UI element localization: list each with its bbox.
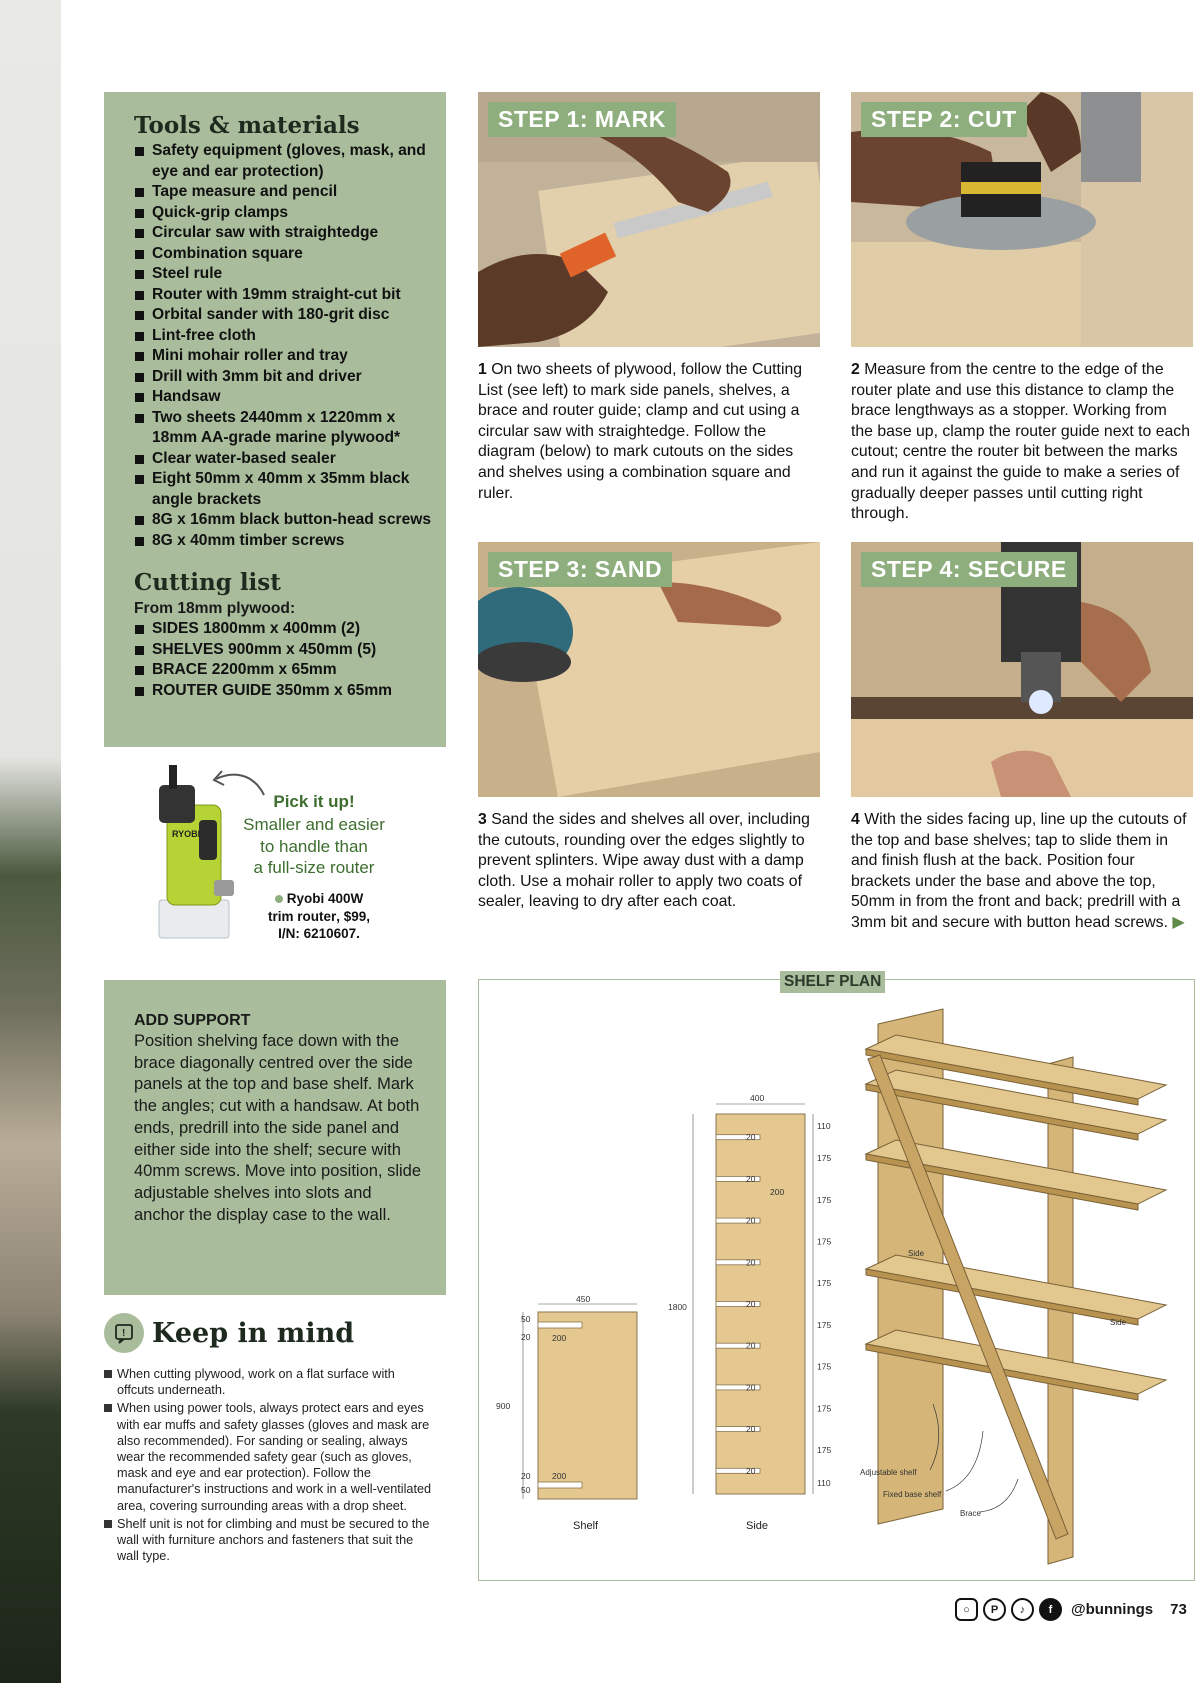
tools-list-item: Drill with 3mm bit and driver: [134, 367, 432, 388]
slot-depth-dim: 20: [746, 1299, 756, 1309]
tools-list-item: Lint-free cloth: [134, 326, 432, 347]
tools-list-item: Combination square: [134, 244, 432, 265]
slot-depth-dim: 20: [746, 1424, 756, 1435]
side-drawing: [668, 1093, 831, 1532]
shelf-bottom-200: 200: [552, 1471, 567, 1481]
tools-list-item: Two sheets 2440mm x 1220mm x 18mm AA-grade marine plywood*: [134, 408, 432, 449]
continue-arrow-icon: ▶: [1172, 913, 1185, 931]
tools-heading: Tools & materials: [134, 112, 360, 139]
keep-heading: Keep in mind: [152, 1317, 355, 1349]
tools-list: [134, 141, 432, 551]
pinterest-icon[interactable]: P: [983, 1598, 1006, 1621]
cutting-list-item: ROUTER GUIDE 350mm x 65mm: [134, 681, 432, 702]
keep-list-item: When cutting plywood, work on a flat surface with offcuts underneath.: [104, 1366, 434, 1398]
background-photo-strip: [0, 0, 61, 1683]
tools-list-item: Mini mohair roller and tray: [134, 346, 432, 367]
tiktok-icon[interactable]: ♪: [1011, 1598, 1034, 1621]
cutting-list-item: SHELVES 900mm x 450mm (5): [134, 640, 432, 661]
slot-depth-dim: 20: [746, 1173, 756, 1184]
iso-adjustable-label: Adjustable shelf: [860, 1468, 917, 1477]
slot-depth-dim: 20: [746, 1382, 756, 1393]
shelf-plan-title: SHELF PLAN: [780, 971, 885, 993]
shelf-width-dim: 450: [576, 1294, 591, 1304]
side-bottom-gap-dim: 110: [817, 1478, 831, 1488]
tools-list-item: Steel rule: [134, 264, 432, 285]
side-spacing-dim: 175: [817, 1236, 832, 1247]
step-2-photo: [851, 92, 1193, 347]
shelf-bottom-50: 50: [521, 1485, 531, 1495]
slot-depth-dim: 20: [746, 1465, 756, 1476]
side-spacing-dim: 175: [817, 1153, 832, 1164]
social-handle[interactable]: @bunnings: [1071, 1601, 1154, 1618]
tools-list-item: Router with 19mm straight-cut bit: [134, 285, 432, 306]
iso-side-left-label: Side: [908, 1249, 925, 1258]
keep-list: [104, 1366, 434, 1564]
side-spacing-dim: 175: [817, 1194, 832, 1205]
side-spacing-dim: 175: [817, 1444, 832, 1455]
step-4-body: With the sides facing up, line up the cutouts of the top and base shelves; tap to slide them in and finish flush at the back. Position four brackets under the base and above the top, 50mm in from the front and back; predrill with a 3mm bit and secure with button head screws.: [851, 811, 1187, 931]
promo-heading: Pick it up!: [273, 792, 355, 811]
tools-list-item: Quick-grip clamps: [134, 203, 432, 224]
tools-list-item: Clear water-based sealer: [134, 449, 432, 470]
promo-line-1: Smaller and easier: [243, 815, 385, 834]
tools-list-item: Tape measure and pencil: [134, 182, 432, 203]
side-label: Side: [746, 1520, 769, 1532]
step-1-body: On two sheets of plywood, follow the Cutting List (see left) to mark side panels, shelves, a brace and router guide; clamp and cut using a circular saw with straightedge. Follow the diagram (below) to mark cutouts on the sides and shelves using a combination square and ruler.: [478, 361, 803, 502]
iso-brace-label: Brace: [960, 1509, 981, 1518]
support-heading: ADD SUPPORT: [134, 1012, 251, 1029]
step-1-photo: [478, 92, 820, 347]
step-4-number: 4: [851, 811, 860, 828]
step-4-photo: [851, 542, 1193, 797]
iso-side-right-label: Side: [1110, 1318, 1127, 1327]
tools-list-item: 8G x 40mm timber screws: [134, 531, 432, 552]
promo-line-3: a full-size router: [253, 858, 375, 877]
tools-materials-box: [104, 92, 446, 747]
book-icon: [104, 1313, 144, 1353]
promo-product-2a: trim: [267, 908, 298, 924]
tools-list-item: Orbital sander with 180-grit disc: [134, 305, 432, 326]
facebook-icon[interactable]: f: [1039, 1598, 1062, 1621]
svg-text:!: !: [122, 1328, 126, 1339]
shelf-unit-illustration: [860, 1009, 1166, 1564]
step-2-label: STEP 2: CUT: [861, 102, 1027, 137]
side-spacing-dim: 175: [817, 1319, 832, 1330]
step-2-number: 2: [851, 361, 860, 378]
add-support-box: [104, 980, 446, 1295]
cutting-list: [134, 619, 432, 701]
step-3-body: Sand the sides and shelves all over, including the cutouts, rounding over the edges slightly to prevent splinters. Wipe away dust with a damp cloth. Use a mohair roller to apply two coats of sealer, leaving to dry after each coat.: [478, 811, 810, 911]
router-brand-text: RYOBI: [172, 829, 201, 839]
shelf-height-dim: 900: [496, 1401, 511, 1411]
step-1-number: 1: [478, 361, 487, 378]
shelf-plan-diagram: [478, 979, 1193, 1579]
step-1-label: STEP 1: MARK: [488, 102, 676, 137]
page-number: 73: [1170, 1601, 1187, 1618]
shelf-top-20: 20: [521, 1332, 531, 1342]
promo-line-2: to handle than: [260, 836, 368, 856]
tools-list-item: Eight 50mm x 40mm x 35mm black angle brackets: [134, 469, 432, 510]
step-3-photo: [478, 542, 820, 797]
keep-list-item: When using power tools, always protect ears and eyes with ear muffs and safety glasses (gloves and mask are also recommended). For sanding or sealing, always wear the recommended safety gear (such as gloves, mask and eye and ear protection). Follow the manufacturer's instructions and work in a well-ventilated area, covering surrounding areas with a drop sheet.: [104, 1400, 434, 1513]
green-dot-icon: [275, 895, 283, 903]
shelf-drawing: [496, 1294, 637, 1532]
tools-list-item: Circular saw with straightedge: [134, 223, 432, 244]
side-spacing-dim: 175: [817, 1403, 832, 1414]
tools-list-item: Handsaw: [134, 387, 432, 408]
step-2-body: Measure from the centre to the edge of the router plate and use this distance to clamp the brace lengthways as a stopper. Working from the base up, clamp the router guide next to each cutout; centre the router bit between the marks and run it against the guide to make a series of gradually deeper passes until cutting right through.: [851, 361, 1190, 523]
iso-fixed-label: Fixed base shelf: [883, 1490, 942, 1499]
promo-product-2b: router: [297, 908, 337, 924]
side-spacing-dim: 175: [817, 1361, 832, 1372]
promo-product-3: I/N: 6210607.: [278, 926, 360, 941]
slot-depth-dim: 20: [746, 1215, 756, 1226]
shelf-bottom-20: 20: [521, 1471, 531, 1481]
step-4-text: [851, 810, 1193, 934]
cutting-list-item: SIDES 1800mm x 400mm (2): [134, 619, 432, 640]
shelf-top-200: 200: [552, 1333, 567, 1343]
promo-product-2c: , $99,: [336, 908, 371, 924]
cutting-heading: Cutting list: [134, 569, 281, 596]
router-promo: [104, 765, 446, 945]
promo-product-1: Ryobi 400W: [286, 891, 364, 906]
instagram-icon[interactable]: ○: [955, 1598, 978, 1621]
tools-list-item: 8G x 16mm black button-head screws: [134, 510, 432, 531]
shelf-label: Shelf: [573, 1520, 599, 1532]
side-spacing-dim: 175: [817, 1278, 832, 1289]
step-3-text: [478, 810, 820, 913]
step-3-number: 3: [478, 811, 487, 828]
slot-length-dim: 200: [770, 1186, 785, 1197]
side-height-dim: 1800: [668, 1302, 687, 1312]
side-width-dim: 400: [750, 1093, 765, 1103]
tools-list-item: Safety equipment (gloves, mask, and eye and ear protection): [134, 141, 432, 182]
step-4-label: STEP 4: SECURE: [861, 552, 1077, 587]
keep-in-mind-section: [104, 1313, 434, 1566]
footer-social: [955, 1598, 1187, 1621]
step-1-text: [478, 360, 820, 504]
step-2-text: [851, 360, 1193, 525]
slot-depth-dim: 20: [746, 1132, 756, 1143]
side-top-gap-dim: 110: [817, 1121, 831, 1131]
cutting-subheading: From 18mm plywood:: [134, 600, 296, 617]
slot-depth-dim: 20: [746, 1257, 756, 1268]
cutting-list-item: BRACE 2200mm x 65mm: [134, 660, 432, 681]
shelf-top-50: 50: [521, 1314, 531, 1324]
step-3-label: STEP 3: SAND: [488, 552, 672, 587]
keep-list-item: Shelf unit is not for climbing and must be secured to the wall with furniture anchors and fasteners that suit the wall type.: [104, 1516, 434, 1565]
support-text: Position shelving face down with the brace diagonally centred over the side panels at the top and base shelf. Mark the angles; cut with a handsaw. At both ends, predrill into the side panel and either side into the shelf; secure with 40mm screws. Move into position, slide adjustable shelves into slots and anchor the display case to the wall.: [134, 1032, 422, 1224]
slot-depth-dim: 20: [746, 1340, 756, 1351]
